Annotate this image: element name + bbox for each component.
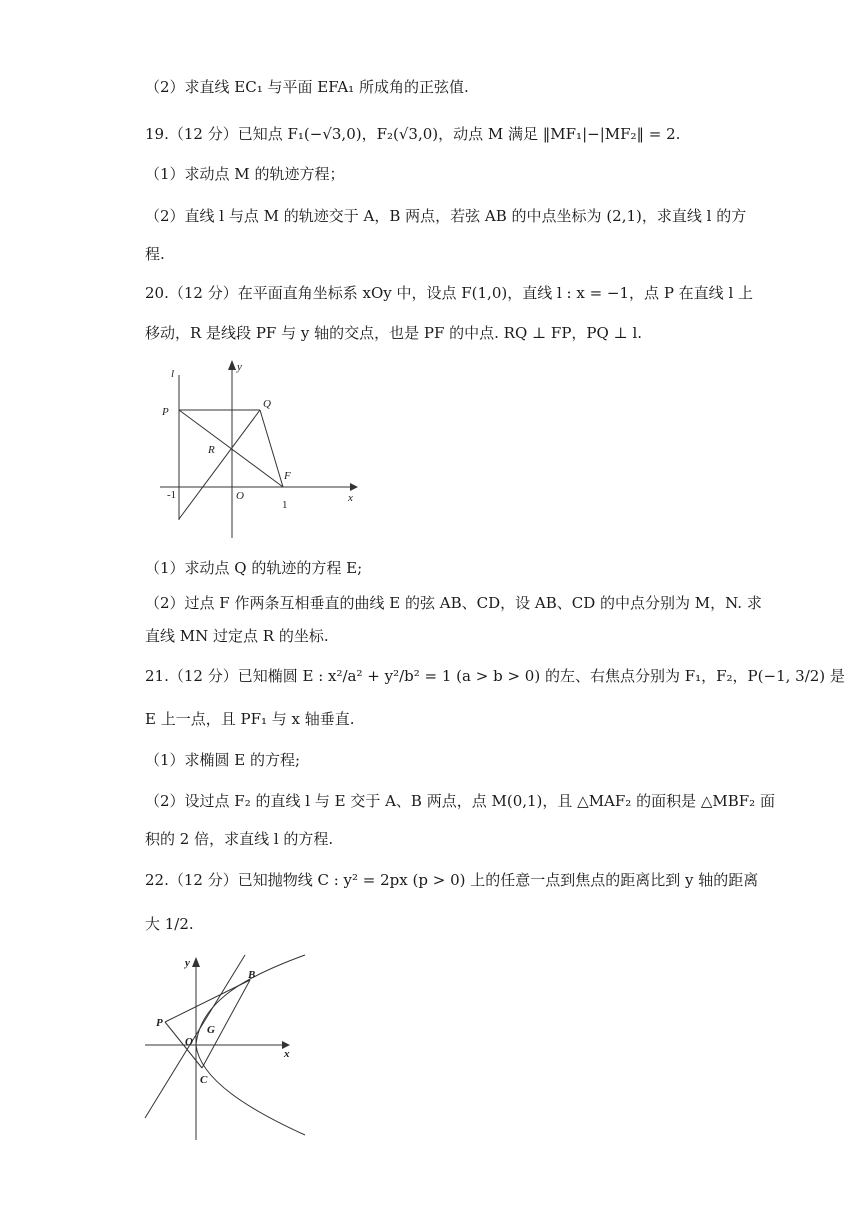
label-x: x [348,492,353,504]
q20-part2-cont: 直线 MN 过定点 R 的坐标. [145,627,329,645]
label-f: F [284,470,291,482]
label-o: O [236,490,244,502]
q22-stem: 22.（12 分）已知抛物线 C : y² = 2px (p > 0) 上的任意一点到焦点的距离比到 y 轴的距离 [145,871,759,889]
q20-stem-cont: 移动，R 是线段 PF 与 y 轴的交点，也是 PF 的中点. RQ ⊥ FP，PQ ⊥ l. [145,324,643,342]
label-y: y [237,361,242,373]
figure-q22 [140,950,315,1145]
label-neg1: -1 [167,489,177,501]
q21-stem-cont: E 上一点，且 PF₁ 与 x 轴垂直. [145,710,355,728]
label-r: R [208,444,215,456]
label-y: y [185,957,190,969]
label-l: l [171,368,175,380]
q21-part1: （1）求椭圆 E 的方程; [145,751,301,769]
q19-part2-cont: 程. [145,245,165,263]
label-o: O [185,1036,193,1048]
y-axis-arrow [192,957,200,967]
label-b: B [248,969,256,981]
q19-stem: 19.（12 分）已知点 F₁(−√3,0)，F₂(√3,0)，动点 M 满足 ‖MF₁|−|MF₂‖ = 2. [145,125,681,143]
q20-stem: 20.（12 分）在平面直角坐标系 xOy 中，设点 F(1,0)，直线 l : x = −1，点 P 在直线 l 上 [145,284,754,302]
label-p: P [162,406,169,418]
y-axis-arrow [228,360,236,370]
q19-part2: （2）直线 l 与点 M 的轨迹交于 A，B 两点，若弦 AB 的中点坐标为 (2,1)，求直线 l 的方 [145,207,747,225]
q21-part2-cont: 积的 2 倍，求直线 l 的方程. [145,830,334,848]
q21-part2: （2）设过点 F₂ 的直线 l 与 E 交于 A、B 两点，点 M(0,1)，且 △MAF₂ 的面积是 △MBF₂ 面 [145,792,775,810]
label-x: x [284,1048,290,1060]
q20-part2: （2）过点 F 作两条互相垂直的曲线 E 的弦 AB、CD，设 AB、CD 的中点分别为 M，N. 求 [145,594,762,612]
figure-q20 [145,355,365,545]
label-q: Q [263,398,271,410]
segment-rq [179,410,260,519]
line-through-focus [145,955,245,1118]
q22-stem-cont: 大 1/2. [145,915,194,933]
label-p: P [156,1017,163,1029]
q21-stem: 21.（12 分）已知椭圆 E : x²/a² + y²/b² = 1 (a > b > 0) 的左、右焦点分别为 F₁，F₂，P(−1, 3/2) 是 [145,667,845,685]
q18-part2: （2）求直线 EC₁ 与平面 EFA₁ 所成角的正弦值. [145,78,469,96]
label-one: 1 [282,499,288,511]
q20-part1: （1）求动点 Q 的轨迹的方程 E; [145,559,363,577]
segment-qf [260,410,283,487]
q19-part1: （1）求动点 M 的轨迹方程； [145,165,345,183]
label-g: G [207,1024,215,1036]
label-c: C [200,1074,208,1086]
x-axis-arrow [350,483,358,491]
